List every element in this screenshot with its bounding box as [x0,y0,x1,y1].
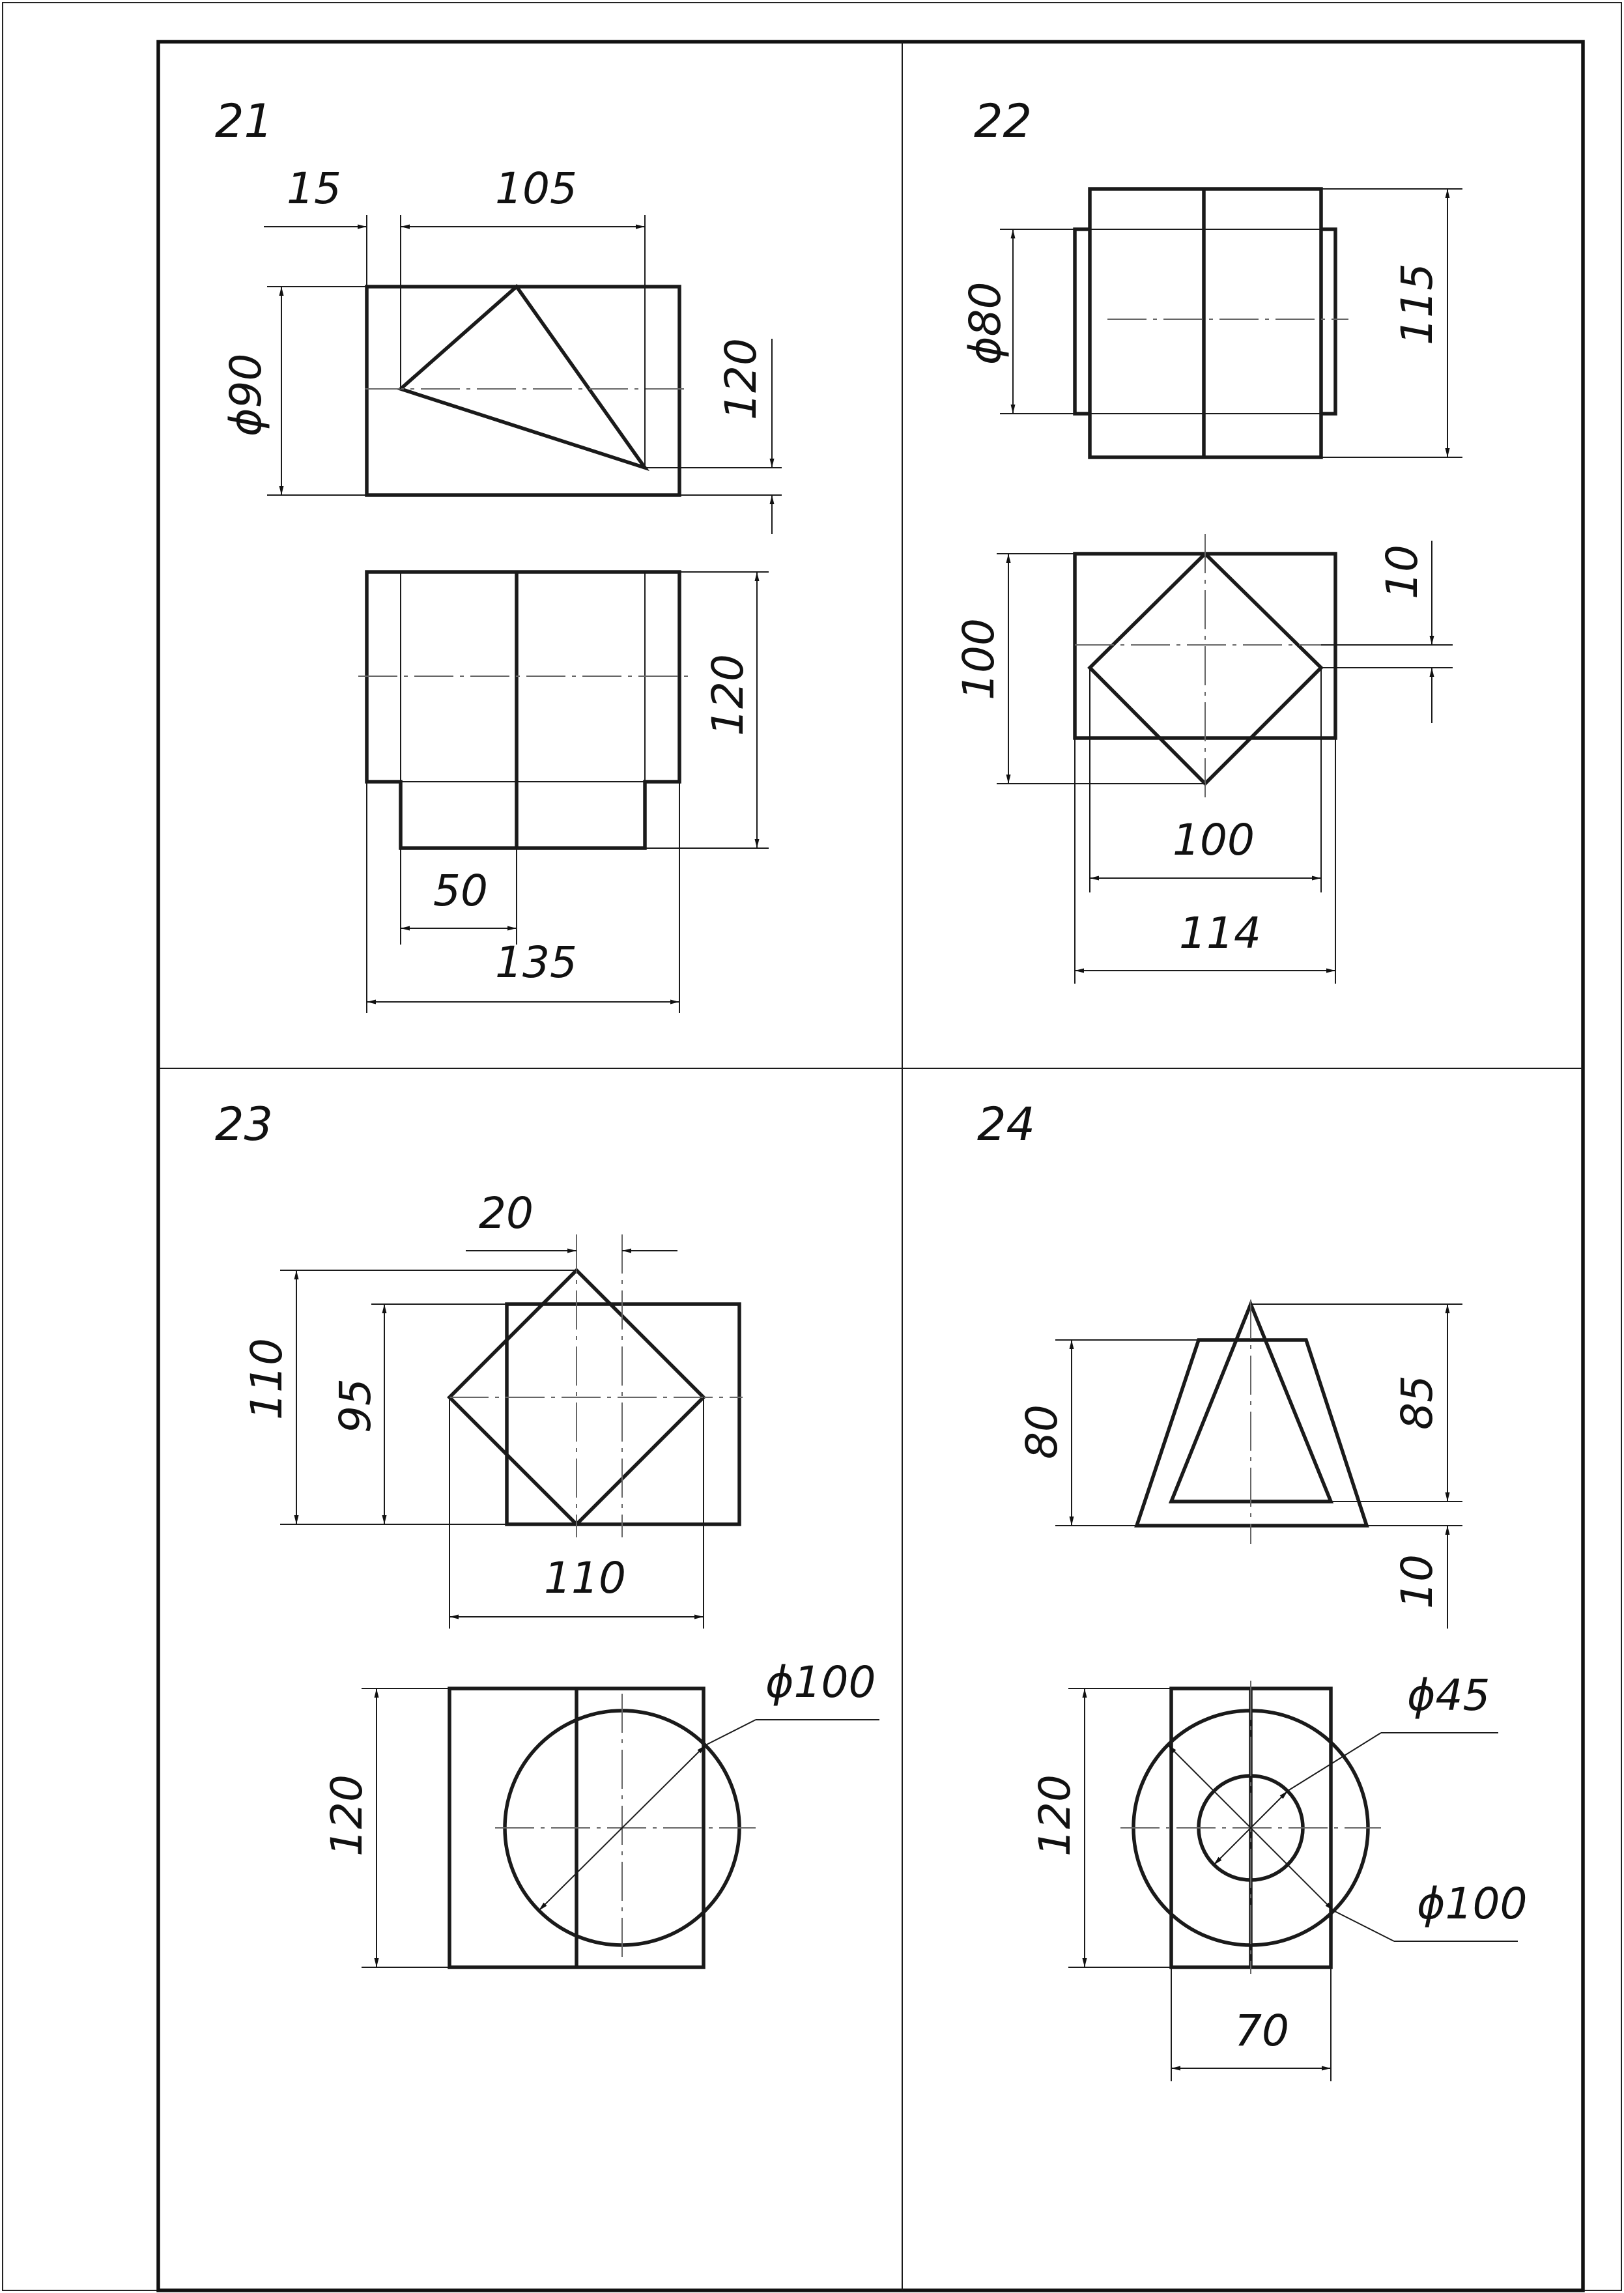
d21-dim50-text: 50 [433,866,488,916]
d23-dim95-text: 95 [330,1378,380,1433]
d22-dim100-bottom-text: 100 [1173,815,1255,865]
drawing-21 [215,94,782,1013]
drawing-23 [215,1098,879,1967]
d21-dim90-text: ϕ90 [221,353,271,436]
d21-dim135-text: 135 [495,937,577,988]
d24-dim120-text: 120 [1030,1774,1080,1857]
d22-dim115-text: 115 [1392,263,1442,345]
d24-dim70-text: 70 [1234,2006,1289,2056]
drawing-number-21: 21 [215,94,274,148]
drawing-22 [954,94,1462,984]
d23-dia100-text: ϕ100 [765,1657,876,1707]
d24-dim85-text: 85 [1392,1375,1442,1430]
d23-dim110-side-text: 110 [242,1338,292,1420]
d22-dim100-side-text: 100 [954,618,1004,700]
d24-dia100-text: ϕ100 [1417,1879,1528,1929]
sheet-inner-frame [158,42,1583,2290]
d24-dia45-text: ϕ45 [1407,1670,1490,1720]
d21-triangle [401,287,645,468]
d23-dim120-text: 120 [322,1774,372,1857]
drawing-number-24: 24 [977,1098,1036,1151]
drawing-number-23: 23 [215,1098,274,1151]
d24-dim10-text: 10 [1392,1554,1442,1609]
d24-dim80-text: 80 [1017,1404,1067,1459]
d22-dim80-text: ϕ80 [960,281,1010,365]
drawing-24 [977,1098,1528,2081]
d23-dim20-text: 20 [479,1188,534,1238]
d21-dim120-side-text: 120 [703,654,753,736]
drawing-number-22: 22 [974,94,1033,148]
d22-dim10-text: 10 [1377,545,1427,599]
d22-dim114-text: 114 [1179,908,1261,958]
d23-dim110-bottom-text: 110 [544,1553,626,1603]
d21-dim105-text: 105 [495,164,577,214]
d21-dim15-text: 15 [287,164,341,214]
d21-side-outline [367,572,679,848]
d21-dim120-right-text: 120 [716,338,766,420]
